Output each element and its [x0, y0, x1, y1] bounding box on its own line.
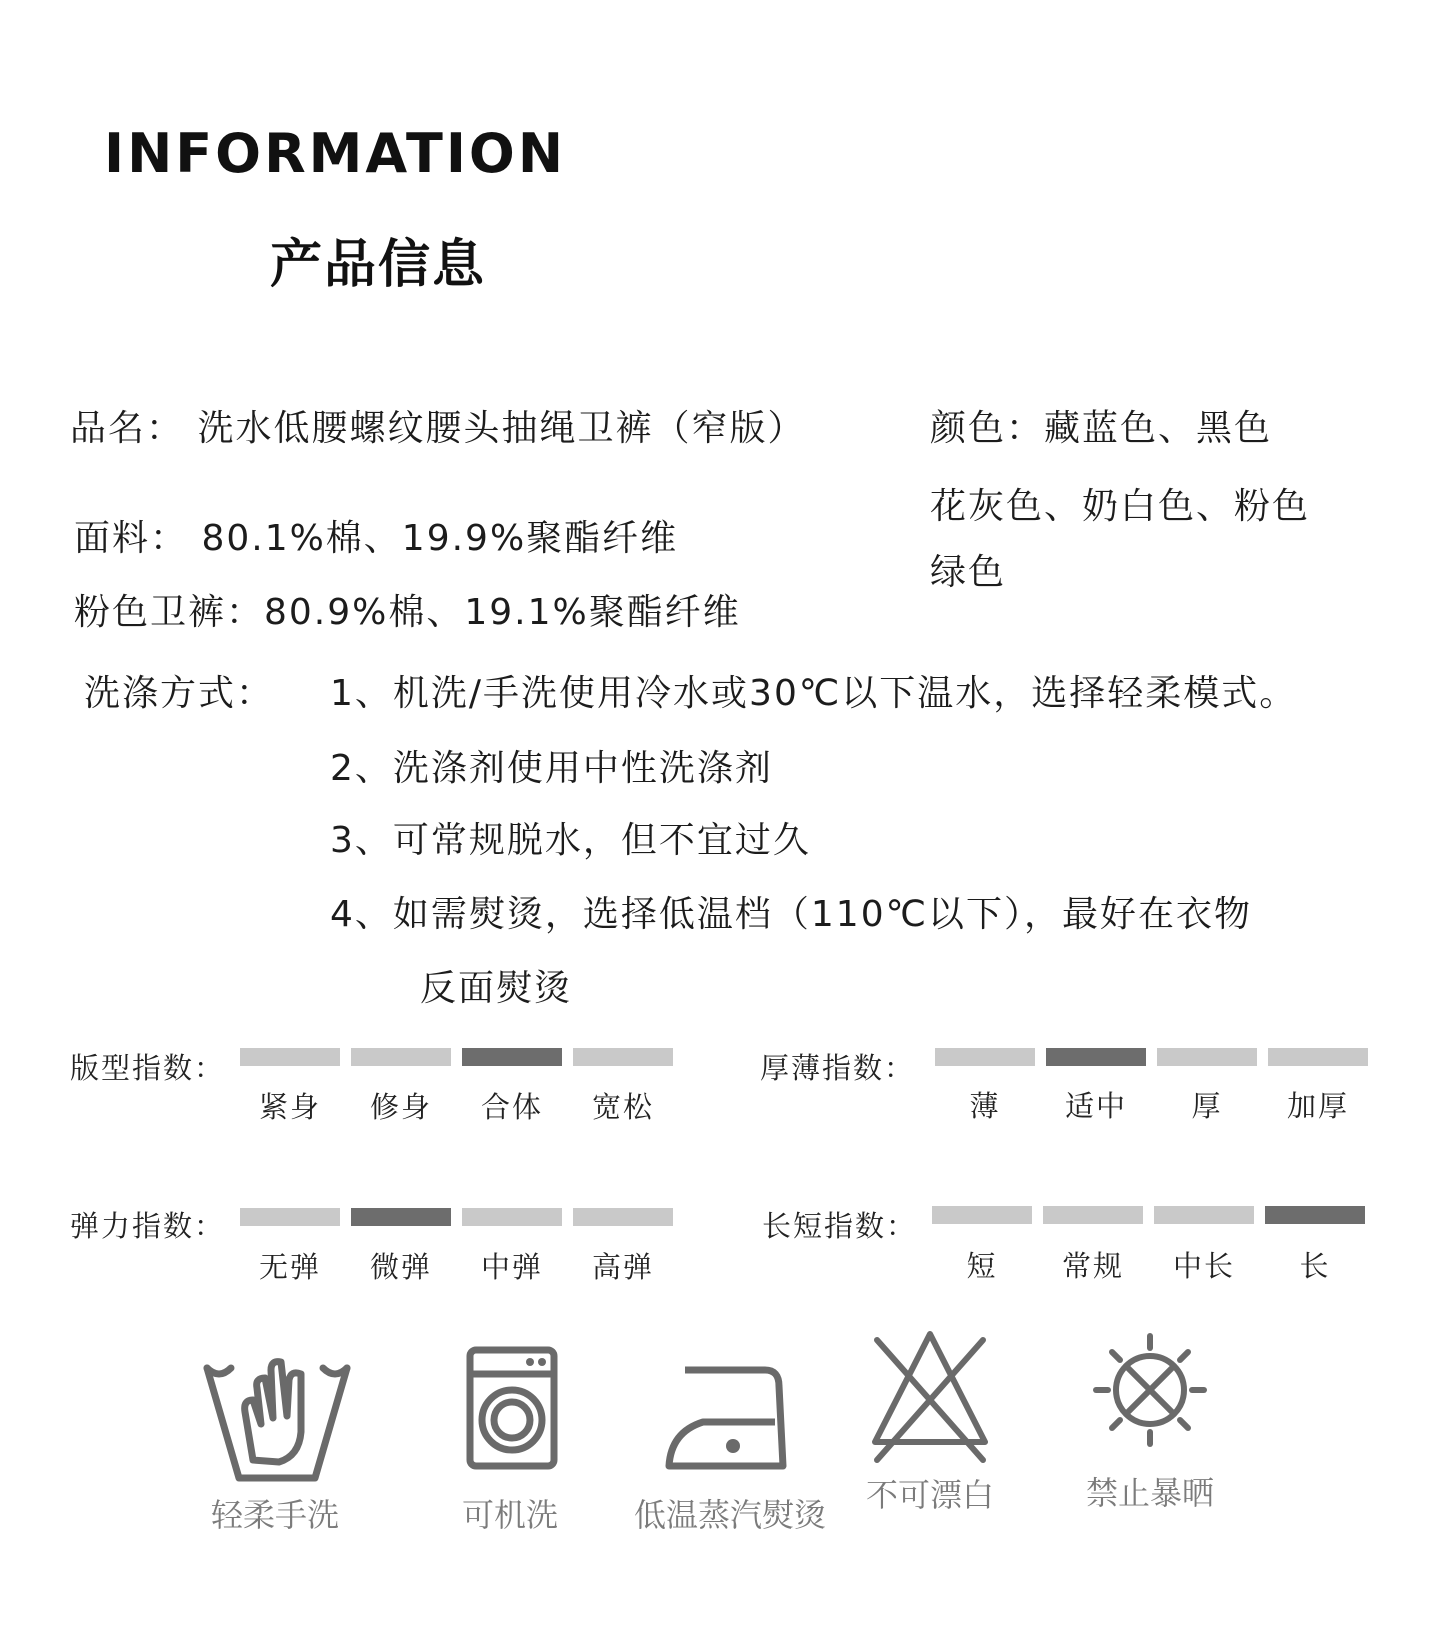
length-bar-1 [932, 1206, 1032, 1224]
product-fabric: 面料： 80.1%棉、19.9%聚酯纤维 [74, 518, 679, 559]
elasticity-index-label: 弹力指数： [70, 1209, 226, 1243]
length-bar-3 [1154, 1206, 1254, 1224]
care-label-no-sun: 禁止暴晒 [1085, 1474, 1214, 1512]
product-colors-line1: 颜色：藏蓝色、黑色 [930, 408, 1273, 449]
fit-option-1: 紧身 [258, 1090, 321, 1124]
washing-step-3: 3、可常规脱水，但不宜过久 [330, 820, 811, 861]
fit-option-3: 合体 [480, 1090, 543, 1124]
page-title-en: INFORMATION [104, 122, 567, 185]
fit-bar-2 [351, 1048, 451, 1066]
thickness-option-4: 加厚 [1286, 1089, 1349, 1123]
thickness-option-1: 薄 [969, 1089, 1001, 1123]
elasticity-option-3: 中弹 [480, 1250, 543, 1284]
elasticity-bar-1 [240, 1208, 340, 1226]
length-option-2: 常规 [1061, 1249, 1124, 1283]
elasticity-bar-2 [351, 1208, 451, 1226]
elasticity-bar-4 [573, 1208, 673, 1226]
length-index-label: 长短指数： [762, 1209, 918, 1243]
care-hand-wash [195, 1340, 355, 1536]
product-colors-line2: 花灰色、奶白色、粉色 [930, 486, 1311, 527]
elasticity-option-1: 无弹 [258, 1250, 321, 1284]
length-option-1: 短 [966, 1249, 998, 1283]
iron-low-icon [655, 1340, 805, 1490]
thickness-index-label: 厚薄指数： [760, 1051, 916, 1085]
washing-step-2: 2、洗涤剂使用中性洗涤剂 [330, 748, 773, 789]
washing-step-4: 4、如需熨烫，选择低温档（110℃以下），最好在衣物 [330, 894, 1253, 935]
thickness-option-3: 厚 [1191, 1089, 1223, 1123]
hand-wash-icon [195, 1340, 355, 1490]
washing-step-4-cont: 反面熨烫 [420, 968, 573, 1009]
fit-bar-3 [462, 1048, 562, 1066]
product-name: 品名： 洗水低腰螺纹腰头抽绳卫裤（窄版） [70, 408, 806, 449]
care-label-hand-wash: 轻柔手洗 [210, 1496, 339, 1534]
care-label-machine-wash: 可机洗 [461, 1496, 558, 1534]
thickness-bar-1 [935, 1048, 1035, 1066]
care-iron [630, 1340, 830, 1536]
thickness-option-2: 适中 [1064, 1089, 1127, 1123]
length-option-4: 长 [1299, 1249, 1331, 1283]
washing-label: 洗涤方式： [84, 673, 275, 714]
product-colors-line3: 绿色 [930, 552, 1007, 593]
thickness-bar-3 [1157, 1048, 1257, 1066]
length-bar-2 [1043, 1206, 1143, 1224]
thickness-bar-4 [1268, 1048, 1368, 1066]
washing-step-1: 1、机洗/手洗使用冷水或30℃以下温水，选择轻柔模式。 [330, 673, 1298, 714]
care-no-sun [1070, 1330, 1230, 1514]
page-title-cn: 产品信息 [270, 235, 487, 295]
care-no-bleach [860, 1320, 1000, 1516]
no-bleach-icon [865, 1320, 995, 1470]
fit-index-label: 版型指数： [70, 1051, 226, 1085]
length-option-3: 中长 [1172, 1249, 1235, 1283]
elasticity-option-2: 微弹 [369, 1250, 432, 1284]
washing-machine-icon [450, 1340, 570, 1490]
elasticity-option-4: 高弹 [591, 1250, 654, 1284]
elasticity-bar-3 [462, 1208, 562, 1226]
thickness-bar-2 [1046, 1048, 1146, 1066]
product-fabric-pink: 粉色卫裤：80.9%棉、19.1%聚酯纤维 [74, 592, 741, 633]
fit-bar-1 [240, 1048, 340, 1066]
care-label-no-bleach: 不可漂白 [865, 1476, 994, 1514]
length-bar-4 [1265, 1206, 1365, 1224]
care-label-iron: 低温蒸汽熨烫 [633, 1496, 826, 1534]
care-machine-wash [440, 1340, 580, 1536]
no-sun-dry-icon [1090, 1330, 1210, 1450]
fit-option-4: 宽松 [591, 1090, 654, 1124]
fit-option-2: 修身 [369, 1090, 432, 1124]
fit-bar-4 [573, 1048, 673, 1066]
